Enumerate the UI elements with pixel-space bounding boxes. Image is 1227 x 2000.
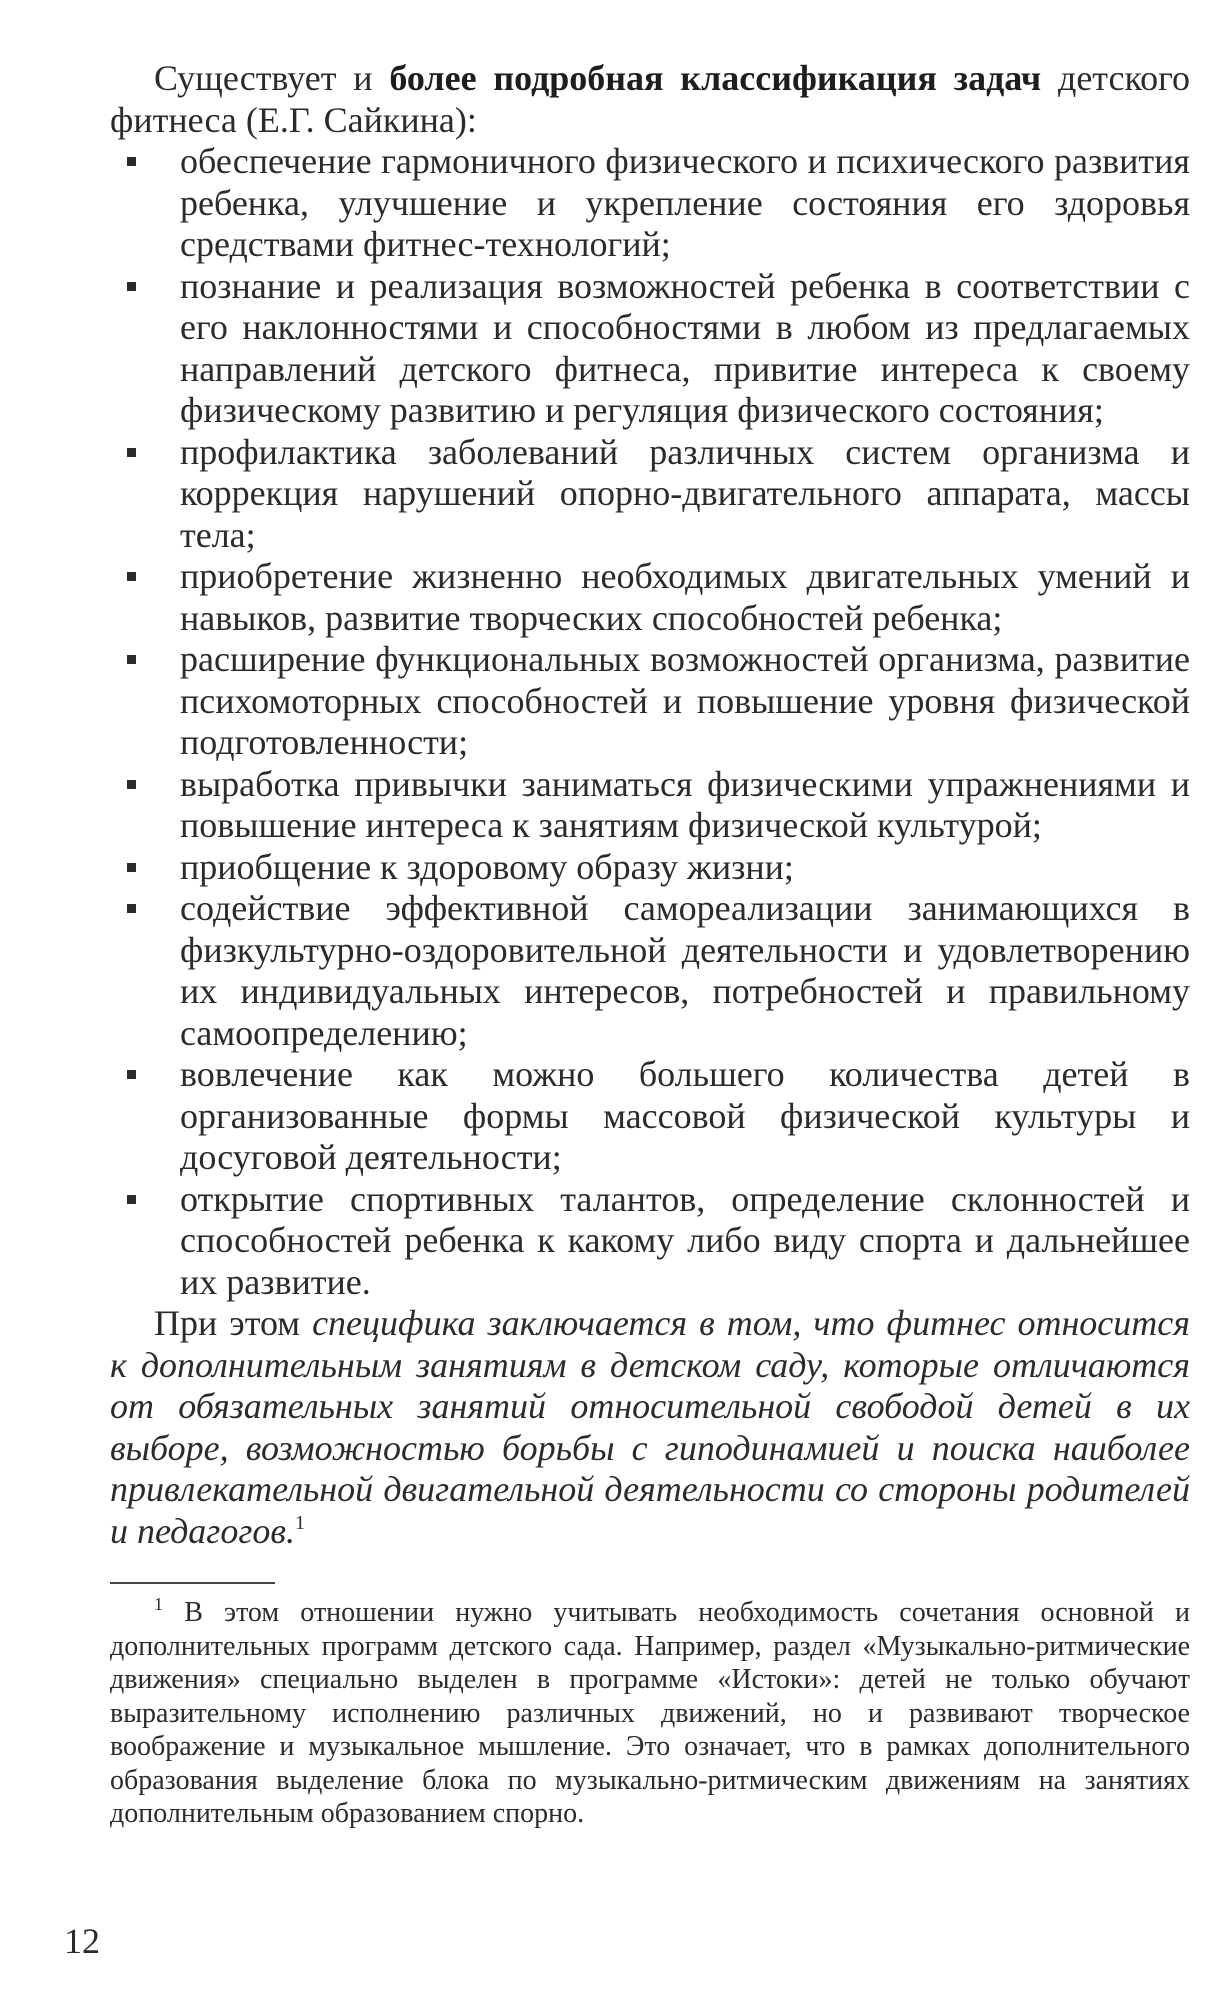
intro-paragraph xyxy=(110,58,1190,141)
specifics-paragraph xyxy=(110,1303,1190,1552)
main-text xyxy=(110,58,1190,1552)
specifics-lead: При этом xyxy=(154,1303,313,1343)
bullet-icon xyxy=(127,1195,136,1204)
bullet-icon xyxy=(127,780,136,789)
list-item xyxy=(110,847,1190,889)
footnote-divider xyxy=(110,1582,275,1584)
list-item-text: выработка привычки заниматься физическими упражнениями и повышение интереса к занятиям физической культурой; xyxy=(180,763,1190,845)
footnote-text: В этом отношении нужно учитывать необходимость сочетания основной и дополнительных программ детского сада. Например, раздел «Музыкально-ритмические движения» специально выделен в программе «Истоки»: детей не только обучают выразительному исполнению различных движений, но и развивают творческое воображение и музыкальное мышление. Это означает, что в рамках дополнительного образования выделение блока по музыкально-ритмическим движениям на занятиях дополнительным образованием спорно. xyxy=(110,1597,1190,1829)
list-item xyxy=(110,1054,1190,1179)
list-item-text: вовлечение как можно большего количества детей в организованные формы массовой физической культуры и досуговой деятельности; xyxy=(180,1054,1190,1177)
footnote xyxy=(110,1596,1190,1831)
list-item-text: содействие эффективной самореализации занимающихся в физкультурно-оздоровительной деятельности и удовлетворению их индивидуальных интересов, потребностей и правильному самоопределению; xyxy=(180,888,1190,1053)
page-number: 12 xyxy=(64,1921,100,1961)
footnote-marker: 1 xyxy=(154,1594,163,1614)
specifics-italic-text: специфика заключается в том, что фитнес относится к дополнительным занятиям в детском саду, которые отличаются от обязательных занятий относительной свободой детей в их выборе, возможностью борьбы с гиподинамией и поиска наиболее привлекательной двигательной деятельности со стороны родителей и педагогов. xyxy=(110,1303,1190,1551)
bullet-icon xyxy=(127,655,136,664)
list-item-text: познание и реализация возможностей ребенка в соответствии с его наклонностями и способностями в любом из предлагаемых направлений детского фитнеса, привитие интереса к своему физическому развитию и регуляция физического состояния; xyxy=(180,265,1190,430)
page-body xyxy=(110,58,1190,1831)
bullet-icon xyxy=(127,448,136,457)
list-item xyxy=(110,639,1190,764)
bullet-icon xyxy=(127,904,136,913)
footnote-reference[interactable]: 1 xyxy=(295,1511,306,1534)
list-item xyxy=(110,764,1190,847)
intro-tail: детского фитнеса (Е.Г. Сайкина): xyxy=(110,58,1190,140)
list-item xyxy=(110,556,1190,639)
bullet-icon xyxy=(127,1070,136,1079)
bullet-icon xyxy=(127,282,136,291)
intro-lead: Существует и xyxy=(154,58,390,98)
bullet-icon xyxy=(127,157,136,166)
list-item-text: расширение функциональных возможностей организма, развитие психомоторных способностей и повышение уровня физической подготовленности; xyxy=(180,639,1190,762)
list-item xyxy=(110,266,1190,432)
list-item-text: приобретение жизненно необходимых двигательных умений и навыков, развитие творческих способностей ребенка; xyxy=(180,556,1190,638)
bullet-icon xyxy=(127,572,136,581)
bullet-icon xyxy=(127,863,136,872)
list-item xyxy=(110,432,1190,557)
list-item-text: открытие спортивных талантов, определение склонностей и способностей ребенка к какому либо виду спорта и дальнейшее их развитие. xyxy=(180,1178,1190,1302)
list-item-text: обеспечение гармоничного физического и психического развития ребенка, улучшение и укрепление состояния его здоровья средствами фитнес-технологий; xyxy=(180,141,1190,264)
list-item-text: профилактика заболеваний различных систем организма и коррекция нарушений опорно-двигательного аппарата, массы тела; xyxy=(180,431,1190,555)
list-item xyxy=(110,888,1190,1054)
list-item xyxy=(110,141,1190,266)
list-item xyxy=(110,1179,1190,1304)
list-item-text: приобщение к здоровому образу жизни; xyxy=(180,846,794,887)
intro-bold-phrase: более подробная классификация задач xyxy=(389,58,1042,98)
task-list xyxy=(110,141,1190,1303)
